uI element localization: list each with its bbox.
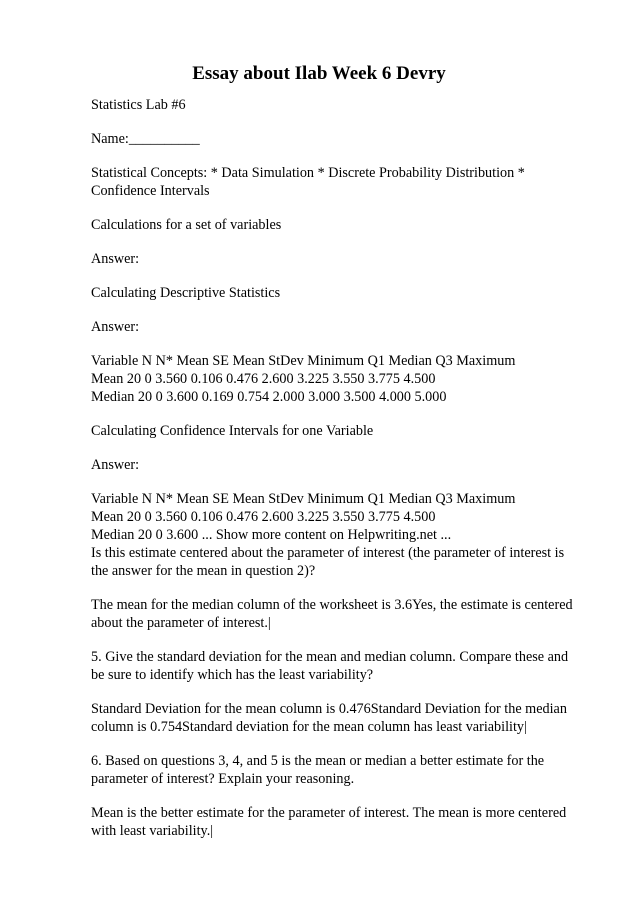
text-line: the answer for the mean in question 2)?	[91, 563, 316, 579]
text-line: Name:__________	[91, 131, 200, 147]
text-line: Confidence Intervals	[91, 183, 210, 199]
paragraph	[91, 284, 591, 302]
text-line: The mean for the median column of the worksheet is 3.6Yes, the estimate is centered	[91, 597, 573, 613]
text-line: Calculating Descriptive Statistics	[91, 285, 281, 301]
text-line: Standard Deviation for the mean column is 0.476Standard Deviation for the median	[91, 701, 567, 717]
document-body	[91, 96, 591, 856]
paragraph	[91, 250, 591, 268]
paragraph	[91, 490, 591, 580]
text-line: Answer:	[91, 251, 140, 267]
text-line: Median 20 0 3.600 ... Show more content on Helpwriting.net ...	[91, 527, 452, 543]
text-line: Variable N N* Mean SE Mean StDev Minimum Q1 Median Q3 Maximum	[91, 353, 516, 369]
paragraph	[91, 804, 591, 840]
text-line: Calculating Confidence Intervals for one Variable	[91, 423, 374, 439]
paragraph	[91, 752, 591, 788]
text-line: about the parameter of interest.|	[91, 615, 271, 631]
text-line: Is this estimate centered about the parameter of interest (the parameter of interest is	[91, 545, 565, 561]
text-line: Mean is the better estimate for the parameter of interest. The mean is more centered	[91, 805, 567, 821]
text-line: Calculations for a set of variables	[91, 217, 282, 233]
paragraph	[91, 352, 591, 406]
text-line: be sure to identify which has the least variability?	[91, 667, 374, 683]
text-line: 5. Give the standard deviation for the mean and median column. Compare these and	[91, 649, 569, 665]
paragraph	[91, 456, 591, 474]
paragraph	[91, 96, 591, 114]
paragraph	[91, 216, 591, 234]
text-line: 6. Based on questions 3, 4, and 5 is the mean or median a better estimate for the	[91, 753, 545, 769]
text-line: Answer:	[91, 457, 140, 473]
paragraph	[91, 596, 591, 632]
text-line: column is 0.754Standard deviation for the mean column has least variability|	[91, 719, 527, 735]
paragraph	[91, 648, 591, 684]
document-title: Essay about Ilab Week 6 Devry	[192, 63, 446, 84]
text-line: Mean 20 0 3.560 0.106 0.476 2.600 3.225 3.550 3.775 4.500	[91, 371, 436, 387]
text-line: Statistics Lab #6	[91, 97, 186, 113]
paragraph	[91, 422, 591, 440]
text-line: Median 20 0 3.600 0.169 0.754 2.000 3.000 3.500 4.000 5.000	[91, 389, 447, 405]
text-line: parameter of interest? Explain your reasoning.	[91, 771, 355, 787]
paragraph	[91, 130, 591, 148]
text-line: Variable N N* Mean SE Mean StDev Minimum Q1 Median Q3 Maximum	[91, 491, 516, 507]
paragraph	[91, 318, 591, 336]
paragraph	[91, 700, 591, 736]
text-line: Answer:	[91, 319, 140, 335]
text-line: Mean 20 0 3.560 0.106 0.476 2.600 3.225 3.550 3.775 4.500	[91, 509, 436, 525]
paragraph	[91, 164, 591, 200]
text-line: with least variability.|	[91, 823, 214, 839]
text-line: Statistical Concepts: * Data Simulation * Discrete Probability Distribution *	[91, 165, 525, 181]
